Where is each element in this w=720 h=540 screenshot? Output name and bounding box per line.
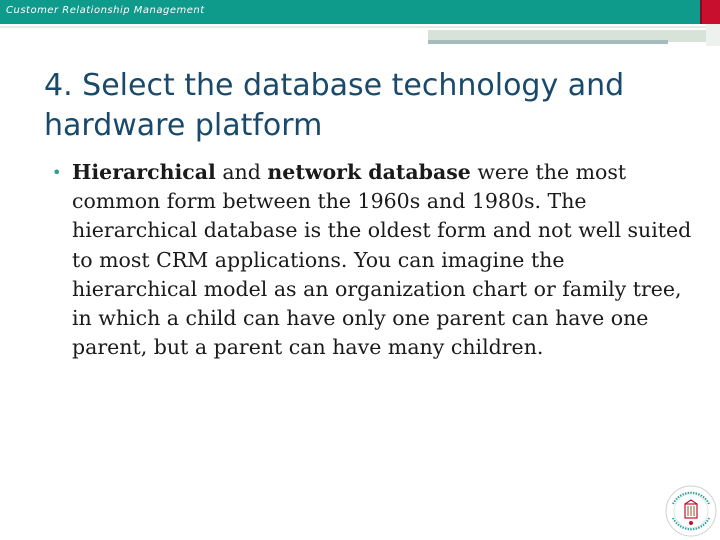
slide-title: 4. Select the database technology and hardware platform [44,68,625,143]
header-red-divider [700,0,702,24]
slide-body [52,158,692,362]
accent-line [428,40,668,44]
header-title: Customer Relationship Management [6,5,205,16]
accent-right [706,24,720,46]
header-red-accent [700,0,720,24]
bullet-item [52,158,692,362]
term-network-database: network database [267,160,471,184]
bullet-icon: • [52,163,62,182]
bullet-connector: and [215,160,268,184]
bullet-text: were the most common form between the 1960s and 1980s. The hierarchical database is the oldest form and not well suited to most CRM applications. You can imagine the hierarchical model as an organization chart or family tree, in which a child can have only one parent can have one parent, but a parent can have many children. [72,160,692,360]
university-seal-icon [664,484,718,538]
header-underline [0,26,720,28]
term-hierarchical: Hierarchical [72,160,216,184]
header-band [0,0,700,24]
